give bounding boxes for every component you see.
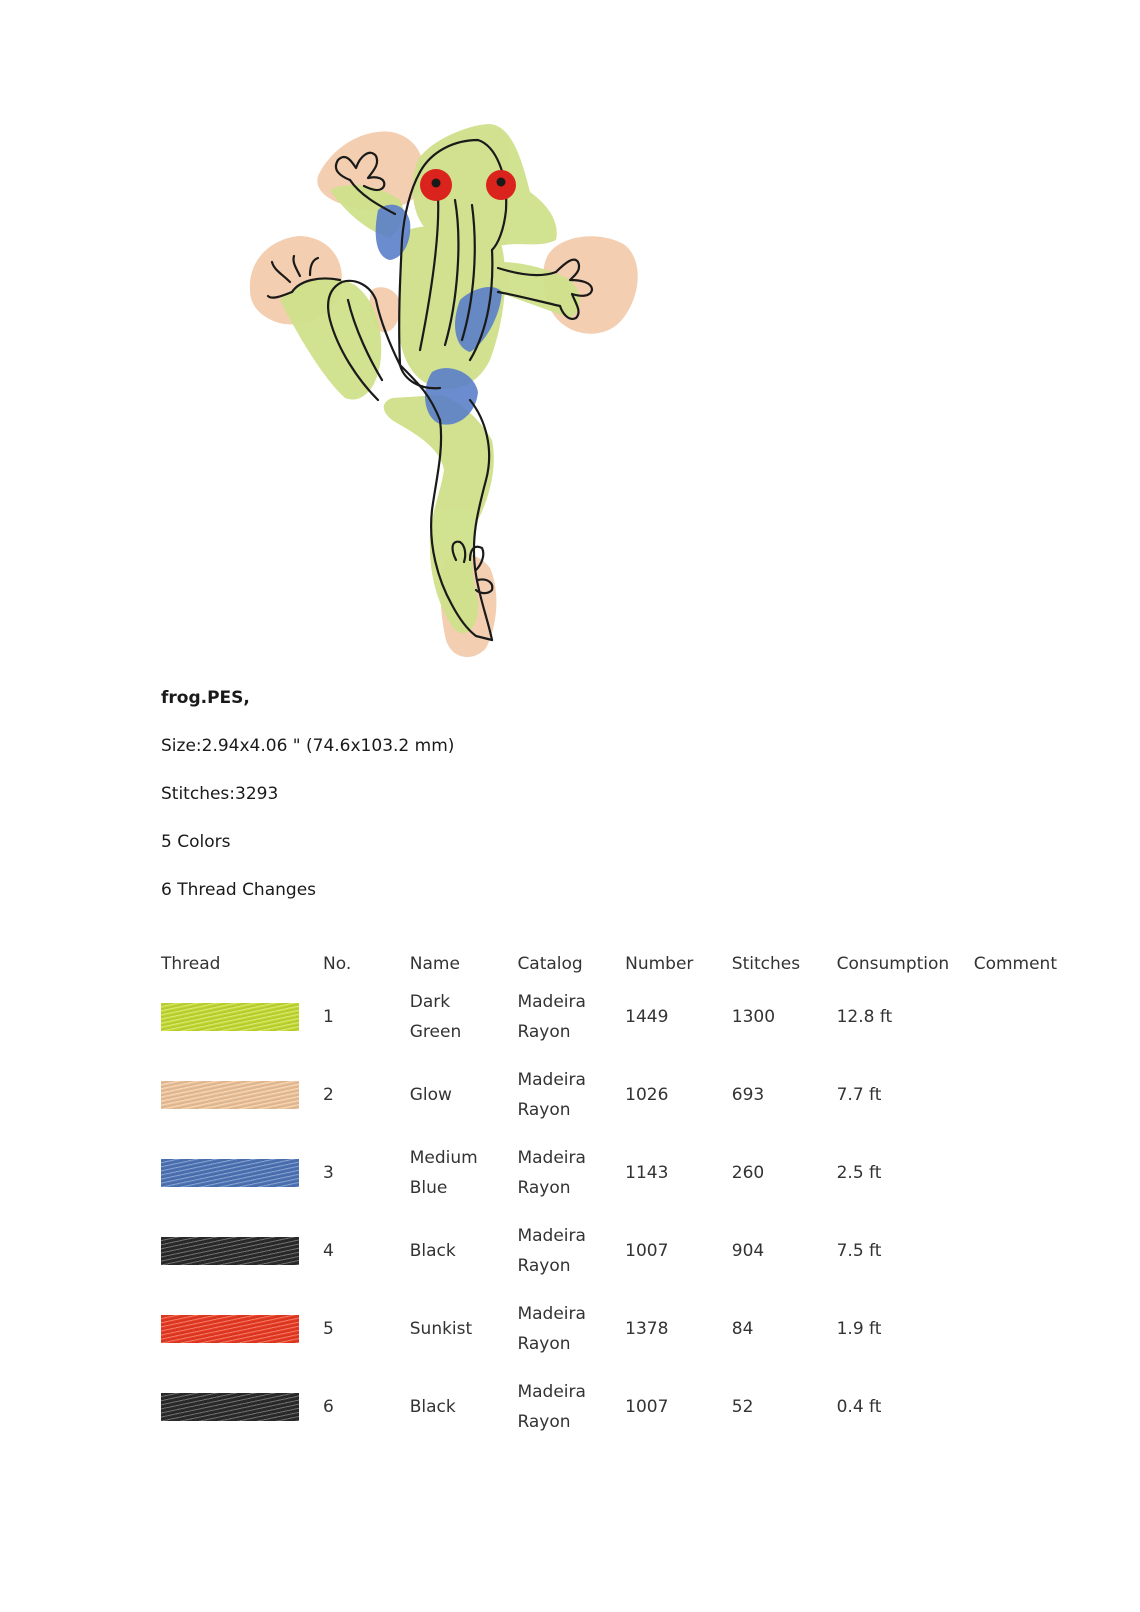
thread-comment-cell — [974, 1056, 1061, 1134]
thread-table-body — [161, 978, 1061, 1446]
thread-catalog-cell — [517, 1134, 625, 1212]
thread-name: Black — [409, 1241, 456, 1261]
thread-catalog: Madeira Rayon — [517, 1226, 586, 1276]
thread-catalog: Madeira Rayon — [517, 992, 586, 1042]
thread-consumption-cell — [837, 978, 974, 1056]
header-comment: Comment — [973, 954, 1057, 974]
thread-stitches-cell — [732, 1212, 837, 1290]
thread-number-cell — [625, 1368, 732, 1446]
thread-no-cell — [323, 1056, 410, 1134]
design-color-count: 5 Colors — [161, 832, 231, 852]
thread-row — [161, 1212, 1061, 1290]
frog-left-leg — [280, 279, 381, 400]
thread-color-swatch — [161, 1237, 299, 1265]
thread-number-cell — [625, 1290, 732, 1368]
thread-catalog: Madeira Rayon — [517, 1070, 586, 1120]
thread-swatch-cell — [161, 1056, 323, 1134]
design-size: Size:2.94x4.06 " (74.6x103.2 mm) — [161, 736, 455, 756]
header-catalog: Catalog — [517, 954, 583, 974]
thread-swatch-cell — [161, 1368, 323, 1446]
thread-swatch-cell — [161, 1134, 323, 1212]
thread-number: 1378 — [625, 1319, 669, 1339]
thread-color-swatch — [161, 1159, 299, 1187]
thread-stitches: 693 — [731, 1085, 765, 1105]
thread-number-cell — [625, 1056, 732, 1134]
thread-row — [161, 1134, 1061, 1212]
thread-swatch-cell — [161, 1290, 323, 1368]
thread-consumption: 1.9 ft — [836, 1319, 882, 1339]
thread-name: Glow — [409, 1085, 452, 1105]
thread-consumption: 7.7 ft — [836, 1085, 882, 1105]
thread-row — [161, 1290, 1061, 1368]
thread-name-cell — [410, 1290, 518, 1368]
thread-catalog: Madeira Rayon — [517, 1382, 586, 1432]
header-thread: Thread — [161, 954, 221, 974]
thread-consumption: 0.4 ft — [836, 1397, 882, 1417]
thread-catalog: Madeira Rayon — [517, 1304, 586, 1354]
thread-no: 6 — [323, 1397, 334, 1417]
thread-name-cell — [410, 978, 518, 1056]
left-pupil — [432, 179, 441, 188]
thread-number-cell — [625, 1134, 732, 1212]
thread-name: Medium Blue — [409, 1148, 478, 1198]
thread-catalog-cell — [517, 1212, 625, 1290]
thread-row — [161, 1056, 1061, 1134]
thread-stitches: 1300 — [731, 1007, 776, 1027]
thread-comment-cell — [974, 978, 1061, 1056]
thread-number: 1007 — [625, 1397, 669, 1417]
design-stitch-count: Stitches:3293 — [161, 784, 279, 804]
thread-comment-cell — [974, 1134, 1061, 1212]
thread-number: 1143 — [625, 1163, 669, 1183]
thread-consumption: 7.5 ft — [836, 1241, 882, 1261]
thread-table-header — [161, 950, 1061, 978]
header-name: Name — [409, 954, 460, 974]
thread-no-cell — [323, 1134, 410, 1212]
thread-stitches-cell — [732, 1368, 837, 1446]
thread-no-cell — [323, 978, 410, 1056]
thread-consumption-cell — [837, 1368, 974, 1446]
thread-stitches-cell — [732, 978, 837, 1056]
thread-catalog: Madeira Rayon — [517, 1148, 586, 1198]
thread-name-cell — [410, 1134, 518, 1212]
thread-row — [161, 978, 1061, 1056]
thread-number: 1007 — [625, 1241, 669, 1261]
thread-stitches: 904 — [731, 1241, 765, 1261]
thread-comment-cell — [974, 1368, 1061, 1446]
thread-table-header-row — [161, 950, 1061, 978]
thread-no-cell — [323, 1212, 410, 1290]
thread-number-cell — [625, 1212, 732, 1290]
thread-color-swatch — [161, 1081, 299, 1109]
thread-table — [161, 950, 1061, 1446]
header-consumption: Consumption — [836, 954, 950, 974]
thread-name: Sunkist — [409, 1319, 473, 1339]
thread-no: 2 — [323, 1085, 334, 1105]
thread-consumption-cell — [837, 1056, 974, 1134]
thread-catalog-cell — [517, 978, 625, 1056]
thread-stitches-cell — [732, 1134, 837, 1212]
thread-no-cell — [323, 1290, 410, 1368]
thread-name-cell — [410, 1368, 518, 1446]
thread-swatch-cell — [161, 1212, 323, 1290]
thread-name-cell — [410, 1056, 518, 1134]
design-file-name: frog.PES, — [161, 688, 250, 708]
thread-row — [161, 1368, 1061, 1446]
design-thread-changes: 6 Thread Changes — [161, 880, 317, 900]
thread-number-cell — [625, 978, 732, 1056]
thread-color-swatch — [161, 1003, 299, 1031]
header-number: Number — [625, 954, 694, 974]
thread-consumption: 2.5 ft — [836, 1163, 882, 1183]
thread-no: 1 — [323, 1007, 334, 1027]
thread-no: 4 — [323, 1241, 334, 1261]
thread-name: Dark Green — [409, 992, 462, 1042]
thread-comment-cell — [974, 1212, 1061, 1290]
thread-consumption-cell — [837, 1134, 974, 1212]
thread-number: 1449 — [625, 1007, 669, 1027]
thread-number: 1026 — [625, 1085, 669, 1105]
thread-catalog-cell — [517, 1368, 625, 1446]
thread-no-cell — [323, 1368, 410, 1446]
thread-stitches-cell — [732, 1290, 837, 1368]
thread-consumption-cell — [837, 1212, 974, 1290]
thread-name: Black — [409, 1397, 456, 1417]
thread-consumption: 12.8 ft — [836, 1007, 893, 1027]
thread-consumption-cell — [837, 1290, 974, 1368]
frog-embroidery-image — [240, 118, 660, 678]
header-stitches: Stitches — [731, 954, 801, 974]
thread-stitches-cell — [732, 1056, 837, 1134]
thread-comment-cell — [974, 1290, 1061, 1368]
thread-color-swatch — [161, 1315, 299, 1343]
thread-stitches: 84 — [731, 1319, 754, 1339]
thread-name-cell — [410, 1212, 518, 1290]
right-pupil — [497, 178, 506, 187]
thread-color-swatch — [161, 1393, 299, 1421]
thread-catalog-cell — [517, 1056, 625, 1134]
thread-swatch-cell — [161, 978, 323, 1056]
thread-stitches: 52 — [731, 1397, 754, 1417]
thread-no: 3 — [323, 1163, 334, 1183]
thread-catalog-cell — [517, 1290, 625, 1368]
thread-no: 5 — [323, 1319, 334, 1339]
thread-stitches: 260 — [731, 1163, 765, 1183]
header-no: No. — [323, 954, 352, 974]
